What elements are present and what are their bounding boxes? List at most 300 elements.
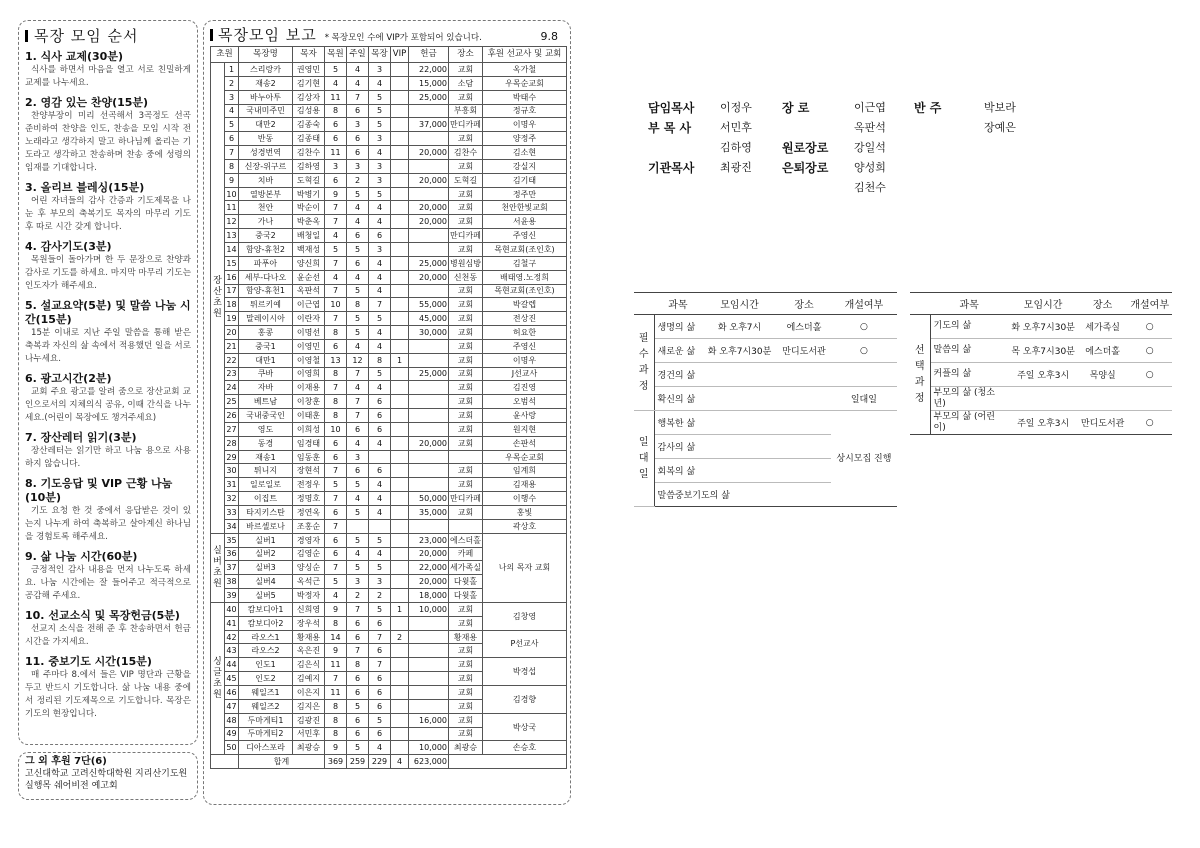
table-cell: 함양-휴천1 [239,284,293,298]
table-cell: 40 [225,602,239,616]
table-cell: 8 [325,713,347,727]
table-cell [391,506,409,520]
table-cell: 4 [347,215,369,229]
table-cell: 13 [225,229,239,243]
table-cell: 22 [225,353,239,367]
table-row [211,630,567,644]
table-cell: 만디카페 [449,229,483,243]
table-cell [369,519,391,533]
table-cell: 21 [225,339,239,353]
table-cell: 27 [225,422,239,436]
course-cell: 목양실 [1078,363,1127,387]
table-cell: 교회 [449,713,483,727]
pastor-name: 박보라 [984,101,1016,114]
table-cell: 10 [325,298,347,312]
table-cell: 7 [325,561,347,575]
table-cell: 교회 [449,215,483,229]
table-cell: 39 [225,589,239,603]
table-cell: 6 [325,533,347,547]
table-cell: 8 [325,395,347,409]
table-cell: 6 [347,630,369,644]
course-cell: 화 오후7시30분 [1008,315,1078,339]
table-cell: 6 [325,132,347,146]
table-cell: 4 [369,146,391,160]
table-cell: 55,000 [409,298,449,312]
table-cell [391,298,409,312]
table-cell: 스리랑카 [239,63,293,77]
table-cell: 35 [225,533,239,547]
table-cell: 5 [369,118,391,132]
table-cell [391,450,409,464]
course-blank [777,411,831,435]
table-cell: 카페 [449,547,483,561]
table-cell: 말레이시아 [239,312,293,326]
table-cell [409,242,449,256]
course-header: 모임시간 [702,293,777,315]
course-cell: 말씀의 삶 [930,339,1008,363]
table-cell: 37 [225,561,239,575]
table-cell: 교회 [449,436,483,450]
table-cell [391,90,409,104]
table-cell: 6 [325,547,347,561]
supporter-cell: 주영신 [483,229,567,243]
table-cell: 6 [369,727,391,741]
table-cell: 25,000 [409,367,449,381]
table-cell: 교회 [449,187,483,201]
table-cell [409,132,449,146]
course-cell: ○ [831,315,897,339]
table-cell: 조홍순 [293,519,325,533]
course-header-row [910,293,1172,315]
table-cell: 인도1 [239,658,293,672]
table-cell [391,284,409,298]
table-cell: 31 [225,478,239,492]
table-cell: 영도 [239,422,293,436]
table-cell: 7 [347,90,369,104]
table-cell [409,395,449,409]
table-cell [409,672,449,686]
table-cell: 9 [325,187,347,201]
table-cell: 5 [369,104,391,118]
table-cell: 교회 [449,159,483,173]
course-cell: 화 오후7시 [702,315,777,339]
table-cell [391,547,409,561]
table-cell: 5 [325,63,347,77]
course-group: 선택과정 [910,315,930,435]
course-row [634,315,897,339]
table-cell: 3 [369,132,391,146]
table-cell [391,741,409,755]
supporter-cell: 우목순교회 [483,76,567,90]
supporter-cell: 주영신 [483,339,567,353]
table-cell: 1 [225,63,239,77]
table-cell: 4 [369,201,391,215]
table-cell: 20,000 [409,173,449,187]
table-cell: 6 [347,672,369,686]
table-cell: 전정우 [293,478,325,492]
course-group: 일대일 [634,411,654,507]
table-cell [391,644,409,658]
table-cell: 김예지 [293,672,325,686]
table-cell: 5 [347,242,369,256]
table-cell: 5 [347,478,369,492]
table-cell: 부흥회 [449,104,483,118]
table-cell: 6 [347,256,369,270]
group-cell: 장산초원 [211,63,225,534]
table-cell: 박순이 [293,201,325,215]
supporter-cell: 김소현 [483,146,567,160]
course-cell: ○ [1127,315,1172,339]
table-cell: 6 [347,616,369,630]
order-section-title: 2. 영감 있는 찬양(15분) [25,96,149,109]
pastor-role [914,178,984,198]
table-cell [409,104,449,118]
pastor-role: 기관목사 [648,161,695,175]
course-row [634,411,897,435]
table-cell: 3 [369,63,391,77]
table-cell: 양싱순 [293,561,325,575]
table-cell: 3 [347,118,369,132]
table-cell: 4 [369,506,391,520]
table-cell: 실버1 [239,533,293,547]
table-cell: 7 [325,312,347,326]
table-cell: 22,000 [409,561,449,575]
table-cell [391,575,409,589]
table-cell: 6 [347,685,369,699]
table-cell: 튀르키예 [239,298,293,312]
table-cell: 7 [325,672,347,686]
table-cell: 5 [369,187,391,201]
table-cell: 교회 [449,284,483,298]
table-cell: 김찬수 [449,146,483,160]
table-cell: 33 [225,506,239,520]
table-row [211,256,567,270]
table-cell: 20 [225,326,239,340]
table-cell [409,658,449,672]
table-cell: 신장-위구르 [239,159,293,173]
table-cell: 4 [347,63,369,77]
order-section-body: 장산레터는 읽기만 하고 나눔 용으로 사용하지 않습니다. [25,446,191,469]
table-cell [409,630,449,644]
course-row [634,363,897,387]
table-cell: 이집트 [239,492,293,506]
table-cell: 이창훈 [293,395,325,409]
table-cell: 4 [347,547,369,561]
table-cell: 성경번역 [239,146,293,160]
table-cell: 30 [225,464,239,478]
elective-courses-table [910,292,1172,435]
course-row [910,411,1172,435]
table-cell: 라오스1 [239,630,293,644]
course-group: 필수과정 [634,315,654,411]
table-cell: 36 [225,547,239,561]
table-cell: 35,000 [409,506,449,520]
table-cell: 5 [347,699,369,713]
pastor-name [984,178,1044,198]
table-cell: 25,000 [409,90,449,104]
table-cell: 5 [347,312,369,326]
table-row [211,215,567,229]
supporter-cell: 목현교회(조인호) [483,242,567,256]
table-cell: 임동훈 [293,450,325,464]
table-row [211,409,567,423]
table-cell: 2 [369,589,391,603]
table-cell: 23 [225,367,239,381]
supporter-cell: 천안한빛교회 [483,201,567,215]
table-cell: 국내중국인 [239,409,293,423]
order-section-body: 기도 요청 한 것 중에서 응답받은 것이 있는지 나누게 하여 축복하고 살아계신 하나님을 경험토록 해주세요. [25,506,191,542]
order-section-title: 5. 설교요약(5분) 및 말씀 나눔 시간(15분) [25,299,191,326]
table-cell: 5 [369,561,391,575]
table-cell: 7 [325,464,347,478]
supporter-cell: 이행수 [483,492,567,506]
supporter-cell: 우목순교회 [483,450,567,464]
pastor-name [720,178,782,198]
table-cell: 교회 [449,201,483,215]
header-blank [910,293,930,315]
table-cell: 5 [225,118,239,132]
table-cell: 6 [369,644,391,658]
supporter-cell: 박태수 [483,90,567,104]
table-cell: 5 [325,575,347,589]
course-row [910,339,1172,363]
course-blank [777,435,831,459]
course-cell: 세가족실 [1078,315,1127,339]
table-cell: 5 [347,506,369,520]
table-cell: 43 [225,644,239,658]
course-cell [777,363,831,387]
table-row [211,492,567,506]
table-cell: 6 [347,146,369,160]
table-cell [391,146,409,160]
table-cell: 6 [347,229,369,243]
table-cell: 9 [225,173,239,187]
table-cell: 5 [347,187,369,201]
table-cell: 6 [369,699,391,713]
total-blank [211,755,239,769]
table-cell: 20,000 [409,575,449,589]
course-cell: 에스더홀 [1078,339,1127,363]
table-cell: 6 [347,727,369,741]
table-cell: 박정자 [293,589,325,603]
table-cell [449,450,483,464]
table-cell: 6 [325,339,347,353]
table-cell [391,367,409,381]
table-cell: 옥판석 [293,284,325,298]
table-cell: 베트남 [239,395,293,409]
table-cell: 다윗홀 [449,575,483,589]
pastor-role [648,138,720,158]
table-row [211,201,567,215]
table-cell [391,242,409,256]
table-cell: 11 [325,146,347,160]
course-header: 과목 [654,293,702,315]
table-row [211,464,567,478]
table-cell: 중국1 [239,339,293,353]
table-cell: 6 [369,464,391,478]
table-cell: 49 [225,727,239,741]
table-cell: 9 [325,644,347,658]
table-row [211,312,567,326]
order-section-body: 찬양부장이 미리 선곡해서 3곡정도 선곡 준비하여 찬양을 인도, 찬송을 모임 시작 전 노래라고 생각하지 말고 하나님께 올리는 기도라고 생각하고 찬송하며 찬송 중에 성령의 임재를 기대합니다. [25,111,191,173]
table-cell: 6 [325,173,347,187]
supporter-cell: 김철구 [483,256,567,270]
order-section [25,550,191,603]
table-cell: 도혁길 [293,173,325,187]
course-cell: 일대일 [831,387,897,411]
course-row [910,315,1172,339]
table-cell: 3 [369,575,391,589]
supporter-cell: 김창영 [483,602,567,630]
table-cell [391,478,409,492]
table-cell [391,395,409,409]
table-row [211,478,567,492]
table-cell [391,672,409,686]
table-cell: 7 [225,146,239,160]
table-cell: 10,000 [409,741,449,755]
table-cell: 5 [347,326,369,340]
table-cell: 7 [369,298,391,312]
table-cell: 4 [325,270,347,284]
pastor-role: 원로장로 [782,141,829,155]
table-cell [391,256,409,270]
table-cell [391,519,409,533]
table-cell [391,409,409,423]
total-meeting: 229 [369,755,391,769]
course-cell: 생명의 삶 [654,315,702,339]
table-cell: 6 [325,506,347,520]
table-cell: 9 [325,602,347,616]
supporter-cell: 이명우 [483,353,567,367]
table-row [211,76,567,90]
table-cell: 4 [225,104,239,118]
table-cell: 실버5 [239,589,293,603]
table-row [211,90,567,104]
table-cell [409,229,449,243]
table-cell: 임경태 [293,436,325,450]
table-cell [391,533,409,547]
table-cell: 치바 [239,173,293,187]
table-cell: 도혁길 [449,173,483,187]
table-cell: 교회 [449,672,483,686]
table-cell: 7 [325,201,347,215]
order-section-body: 선교지 소식을 전해 준 후 찬송하면서 헌금시간을 가지세요. [25,624,191,647]
table-row [211,326,567,340]
table-cell: 5 [347,533,369,547]
table-cell: 50,000 [409,492,449,506]
table-cell [409,187,449,201]
pastor-name: 옥판석 [854,121,886,134]
course-cell: ○ [831,339,897,363]
pastor-role: 반 주 [914,101,942,115]
supporter-cell: 나의 목자 교회 [483,533,567,602]
table-cell: 박춘옥 [293,215,325,229]
table-cell: 천안 [239,201,293,215]
table-cell [409,644,449,658]
table-cell: 6 [369,672,391,686]
pastor-row [648,158,1068,178]
table-cell: 4 [369,436,391,450]
table-cell: 3 [347,450,369,464]
pastor-name: 강일석 [854,141,886,154]
table-cell: 6 [325,450,347,464]
table-cell: 교회 [449,395,483,409]
table-row [211,367,567,381]
table-cell [391,326,409,340]
table-cell: 병원심방 [449,256,483,270]
table-cell [391,159,409,173]
table-cell: 4 [347,339,369,353]
table-cell: 4 [347,201,369,215]
table-cell: 30,000 [409,326,449,340]
table-cell: 4 [369,339,391,353]
table-cell: 교회 [449,506,483,520]
table-cell: 두마게티2 [239,727,293,741]
table-cell: 9 [325,741,347,755]
table-row [211,395,567,409]
course-header: 장소 [1078,293,1127,315]
table-cell: 23,000 [409,533,449,547]
course-header: 개설여부 [831,293,897,315]
table-row [211,353,567,367]
table-cell: 가나 [239,215,293,229]
course-header: 모임시간 [1008,293,1078,315]
table-row [211,741,567,755]
table-cell: 쿠바 [239,367,293,381]
table-cell [391,118,409,132]
table-cell: 7 [369,630,391,644]
pastor-name: 김하영 [720,141,752,154]
table-cell: 8 [325,699,347,713]
table-cell: 재송2 [239,76,293,90]
table-cell: 42 [225,630,239,644]
order-section-title: 10. 선교소식 및 목장헌금(5분) [25,609,180,622]
header-cell: 후원 선교사 및 교회 [483,47,567,63]
table-cell: 최광승 [449,741,483,755]
table-cell: 6 [347,104,369,118]
table-cell: 11 [325,90,347,104]
table-cell: 8 [325,367,347,381]
table-cell [449,519,483,533]
order-section [25,372,191,425]
table-cell: 교회 [449,478,483,492]
table-cell: 만디카페 [449,492,483,506]
course-cell: 부모의 삶 (어린이) [930,411,1008,435]
table-cell: 45 [225,672,239,686]
table-cell: 7 [347,602,369,616]
course-row [910,387,1172,411]
table-cell: 자바 [239,381,293,395]
table-cell: 윤순선 [293,270,325,284]
order-section-body: 목원들이 돌아가며 한 두 문장으로 찬양과 감사로 기도를 하세요. 마지막 마무리 기도는 인도자가 해주세요. [25,255,191,291]
table-row [211,284,567,298]
table-row [211,685,567,699]
total-vip: 4 [391,755,409,769]
table-cell: 양신희 [293,256,325,270]
supporter-cell: 손승호 [483,741,567,755]
course-blank [777,459,831,483]
total-label: 합계 [239,755,325,769]
table-cell: 7 [347,644,369,658]
table-cell: 2 [347,589,369,603]
table-cell: 실버4 [239,575,293,589]
table-cell [391,104,409,118]
table-cell: 3 [225,90,239,104]
order-section-title: 3. 올리브 블레싱(15분) [25,181,145,194]
pastor-name: 장예은 [984,121,1016,134]
supporter-cell: 윤사랑 [483,409,567,423]
table-cell [409,353,449,367]
